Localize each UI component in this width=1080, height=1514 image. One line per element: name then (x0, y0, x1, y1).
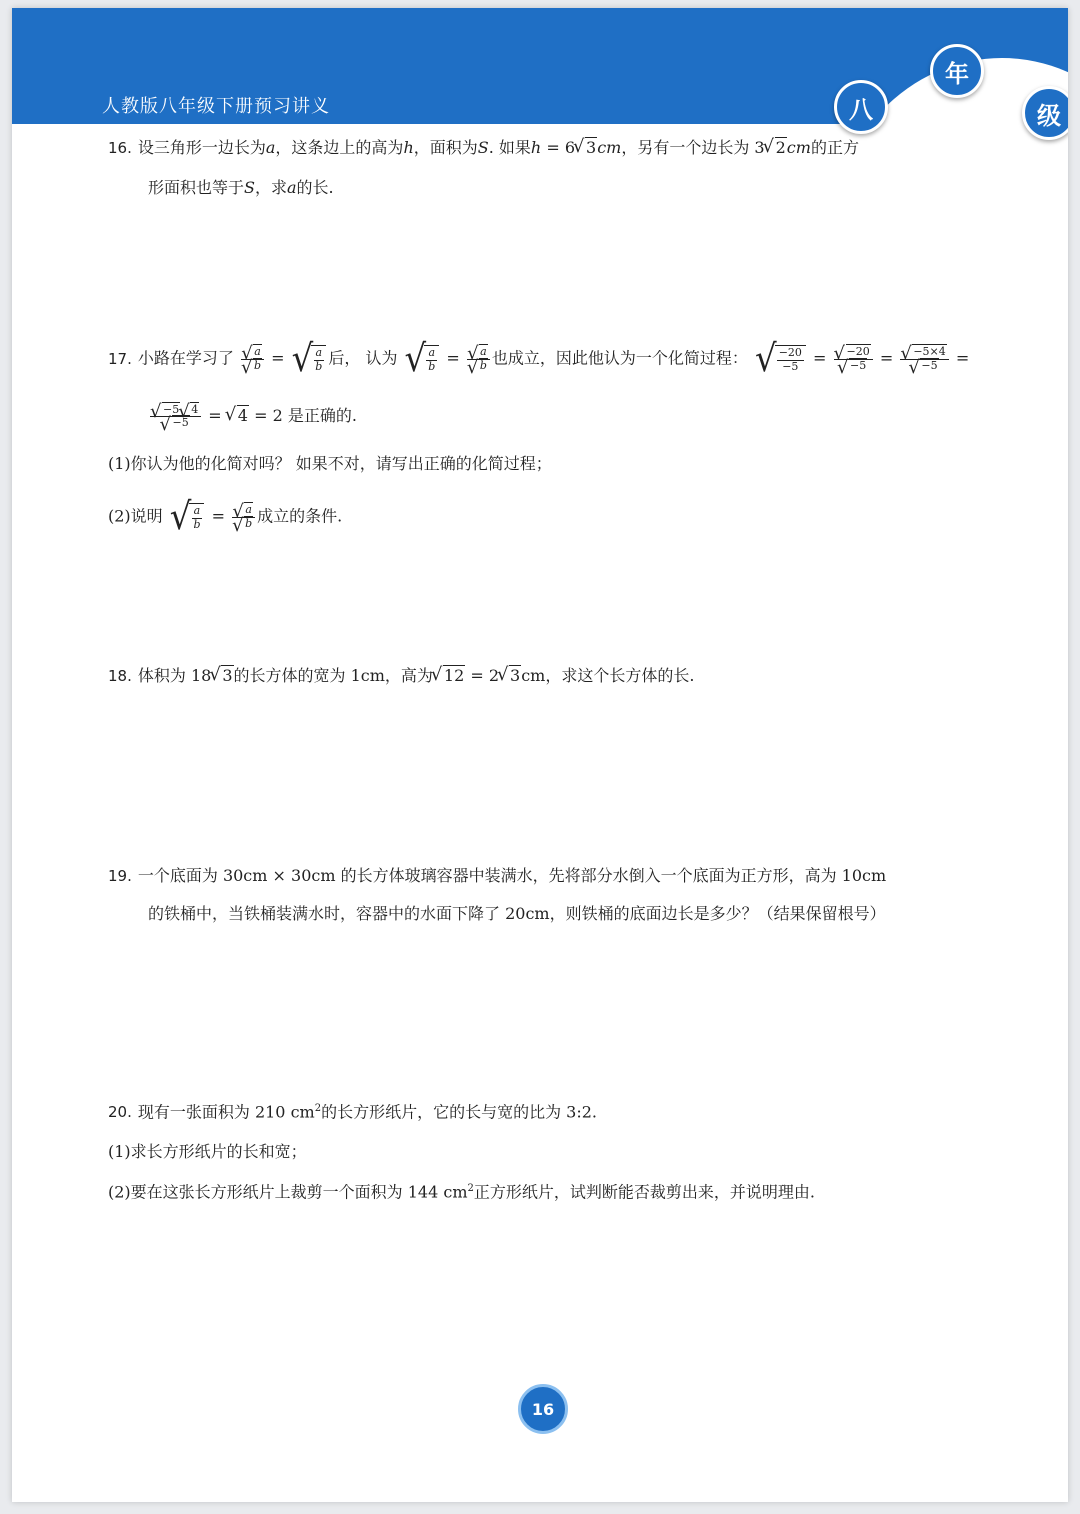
text: 成立的条件. (257, 506, 343, 526)
radical (500, 668, 521, 684)
radicand: b (479, 358, 487, 372)
equals: = (813, 348, 827, 368)
text: 的长方形纸片，它的长与宽的比为 3:2. (321, 1102, 598, 1122)
numerator: −20 (778, 346, 802, 360)
radical (434, 668, 465, 684)
superscript: 2 (467, 1183, 474, 1194)
fraction (900, 346, 948, 371)
header-title: 人教版八年级下册预习讲义 (102, 96, 330, 117)
fraction (232, 504, 255, 529)
equals: = (446, 348, 460, 368)
text: 小路在学习了 (137, 348, 234, 368)
fraction (150, 404, 201, 429)
unit: cm (786, 138, 811, 157)
question-17-line-1 (108, 337, 970, 381)
question-18 (108, 668, 694, 684)
radicand: −20 (846, 345, 870, 359)
radicand: a (480, 345, 487, 359)
radical (212, 668, 233, 684)
text: 一个底面为 30cm × 30cm 的长方体玻璃容器中装满水，先将部分水倒入一个底面为正方形，高为 10cm (137, 866, 887, 885)
radicand: 4 (237, 406, 248, 426)
var-a: a (287, 178, 297, 197)
radicand: 3 (586, 138, 597, 157)
question-number: 19. (108, 867, 132, 885)
var-h: h (530, 138, 542, 157)
radical-fraction: √ $\frac{a}{b}$ (170, 500, 205, 534)
text: 正方形纸片，试判断能否裁剪出来，并说明理由. (473, 1182, 815, 1202)
radicand: −5 (850, 358, 867, 372)
text: ，面积为 (413, 138, 478, 157)
equals: = (955, 348, 970, 368)
text: = 2 是正确的. (248, 406, 357, 426)
equals: = (211, 506, 225, 526)
radicand: 12 (443, 666, 465, 685)
denominator: b (193, 517, 201, 531)
text: 也成立，因此他认为一个化简过程： (491, 348, 748, 368)
text: ，求 (254, 178, 287, 197)
question-17-part-2 (108, 495, 343, 539)
radical (766, 140, 787, 156)
radicand: a (254, 345, 261, 359)
radicand: −5 (921, 358, 938, 372)
superscript: 2 (314, 1103, 322, 1114)
question-19-line-1 (108, 868, 886, 884)
var-s: S (244, 178, 255, 197)
text: ，这条边上的高为 (275, 138, 404, 157)
question-19-line-2: 的铁桶中，当铁桶装满水时，容器中的水面下降了 20cm，则铁桶的底面边长是多少？（结果保留根号） (148, 904, 886, 923)
text: = 6 (541, 138, 575, 157)
radicand: b (253, 358, 262, 372)
grade-badge-nian: 年 (930, 44, 984, 98)
text: (2)要在这张长方形纸片上裁剪一个面积为 144 cm (108, 1182, 468, 1202)
radicand: 2 (775, 138, 786, 157)
numerator: a (315, 346, 323, 360)
radicand: 4 (191, 403, 199, 416)
question-20-line-1 (108, 1104, 597, 1120)
question-17-part-1: (1)你认为他的化简对吗？ 如果不对，请写出正确的化简过程； (108, 454, 552, 473)
page-number-badge: 16 (518, 1384, 568, 1434)
question-16-line-2 (148, 180, 334, 196)
text: 认为 (365, 348, 398, 368)
question-number: 17. (108, 349, 132, 368)
fraction (467, 346, 490, 371)
radicand: −5 (172, 416, 189, 430)
radical-fraction: √ $\frac{-20}{-5}$ (755, 342, 806, 376)
radical (576, 140, 597, 156)
var-s: S (477, 138, 489, 157)
question-20-part-2 (108, 1184, 815, 1200)
question-number: 20. (108, 1103, 132, 1122)
var-a: a (265, 138, 276, 157)
text: 体积为 18 (137, 666, 212, 685)
equals: = (879, 348, 894, 368)
text: (2)说明 (108, 506, 163, 526)
radicand: 3 (222, 666, 233, 685)
question-16-line-1 (108, 140, 859, 156)
text: 形面积也等于 (148, 178, 245, 197)
worksheet-page (12, 8, 1068, 1502)
radical-fraction: √ $\frac{a}{b}$ (405, 342, 440, 376)
text: 的正方 (810, 138, 859, 157)
text: = 2 (465, 666, 500, 685)
question-number: 16. (108, 139, 132, 157)
denominator: b (428, 359, 436, 373)
text: cm，求这个长方体的长. (521, 666, 695, 685)
text: 设三角形一边长为 (137, 138, 266, 157)
radicand: −5 (163, 403, 180, 416)
grade-badge-ba: 八 (834, 80, 888, 134)
radicand: −5×4 (913, 345, 946, 359)
radical-fraction: √ $\frac{a}{b}$ (292, 342, 327, 376)
radicand: 3 (510, 666, 521, 685)
question-number: 18. (108, 667, 132, 685)
equals: = (271, 348, 285, 368)
text: ，另有一个边长为 3 (621, 138, 765, 157)
text: 的长. (296, 178, 334, 197)
text: 后， (328, 348, 361, 368)
numerator: a (193, 504, 201, 518)
denominator: b (315, 359, 323, 373)
denominator: −5 (782, 359, 799, 373)
text: 现有一张面积为 210 cm (137, 1102, 315, 1122)
radicand: a (245, 503, 252, 517)
text: 的长方体的宽为 1cm，高为 (233, 666, 433, 685)
question-20-part-1: (1)求长方形纸片的长和宽； (108, 1142, 307, 1161)
grade-badge-ji: 级 (1022, 86, 1068, 140)
text: . 如果 (488, 138, 531, 157)
unit: cm (597, 138, 622, 157)
question-17-line-2 (148, 404, 357, 429)
fraction (834, 346, 873, 371)
fraction (241, 346, 264, 371)
numerator: a (428, 346, 436, 360)
radical (228, 408, 249, 424)
var-h: h (403, 138, 414, 157)
radicand: b (245, 516, 253, 530)
text: = (203, 406, 227, 426)
